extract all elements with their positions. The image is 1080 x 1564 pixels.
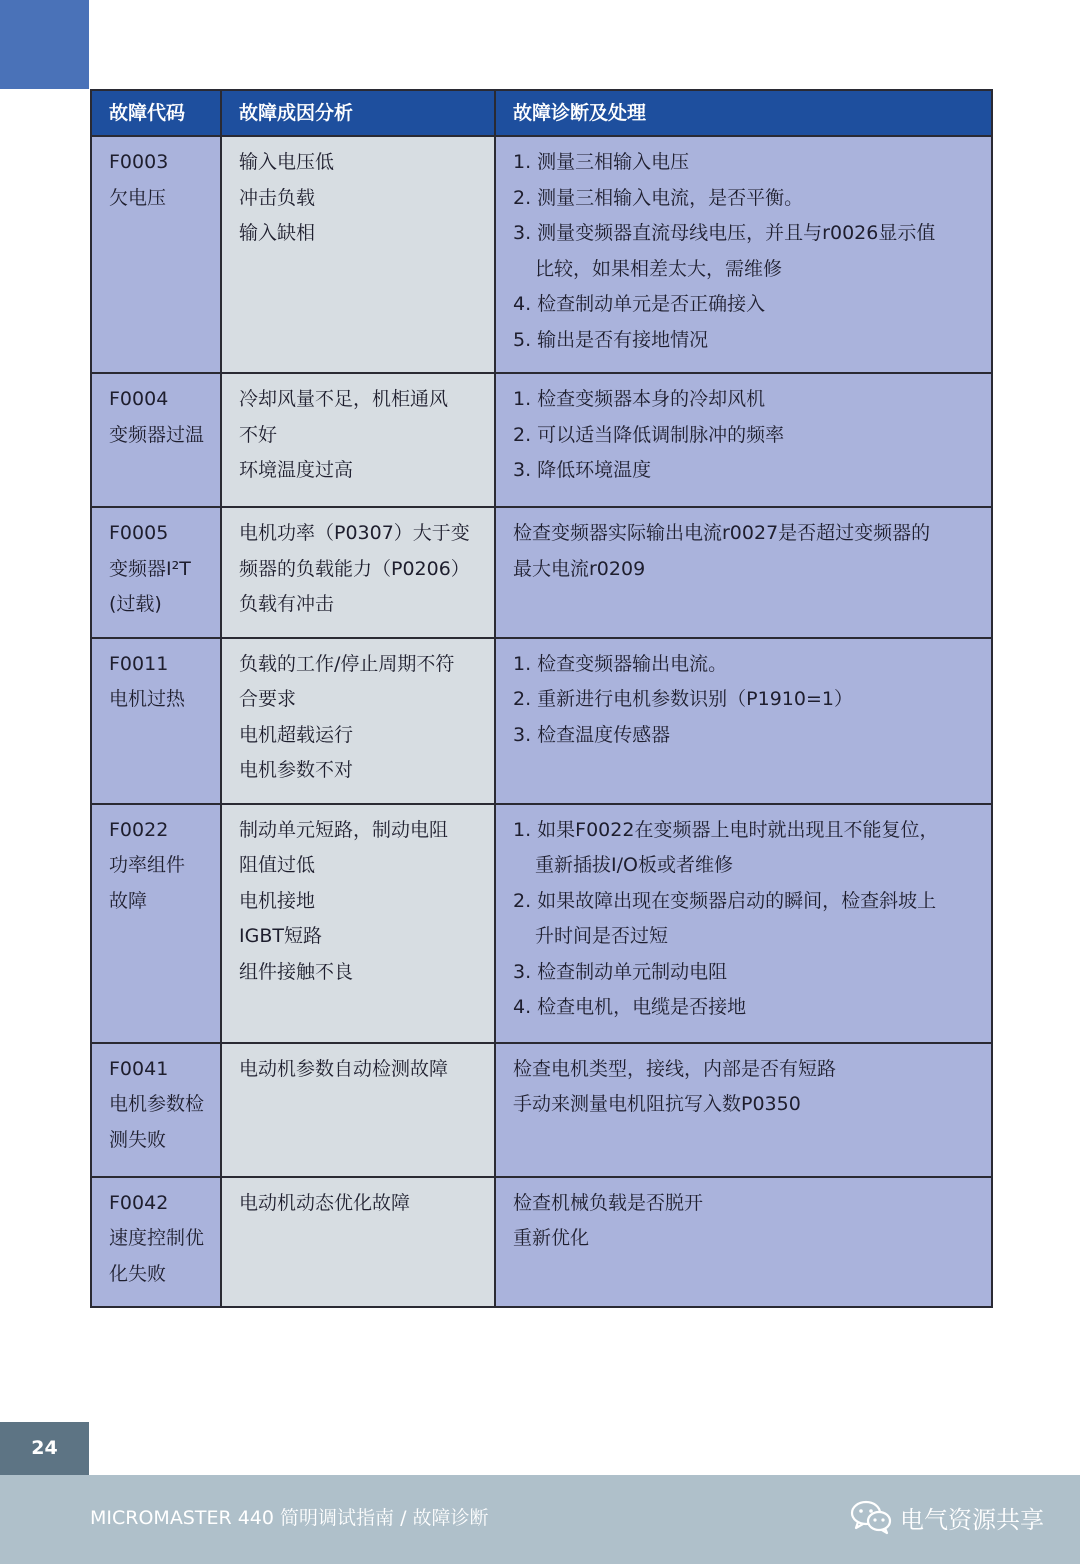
fault-fix-cell-line: 手动来测量电机阻抗写入数P0350 — [513, 1093, 801, 1115]
table-body — [91, 136, 992, 1307]
fault-fix-cell — [495, 1177, 992, 1308]
table-row — [91, 507, 992, 638]
fault-fix-cell-line: 1. 测量三相输入电压 — [513, 151, 690, 173]
fault-cause-cell — [221, 1043, 495, 1177]
fault-cause-cell-line: 电动机参数自动检测故障 — [239, 1057, 449, 1080]
fault-code-cell-line: 化失败 — [109, 1262, 167, 1285]
table-row — [91, 136, 992, 373]
fault-cause-cell-line: 频器的负载能力（P0206） — [239, 557, 470, 580]
fault-fix-cell-line: 2. 测量三相输入电流，是否平衡。 — [513, 186, 804, 209]
fault-code-cell-line: F0042 — [109, 1191, 169, 1214]
footer-doc-title: MICROMASTER 440 简明调试指南 — [90, 1507, 395, 1529]
fault-cause-cell — [221, 373, 495, 507]
table-row — [91, 1177, 992, 1308]
fault-code-cell-line: F0022 — [109, 818, 169, 841]
fault-cause-cell-line: 电机接地 — [239, 889, 316, 912]
fault-cause-cell-line: 负载有冲击 — [239, 593, 335, 615]
page-number: 24 — [0, 1422, 89, 1475]
fault-cause-cell-line: 输入缺相 — [239, 222, 316, 244]
fault-cause-cell — [221, 638, 495, 804]
fault-fix-cell-line: 检查电机类型，接线，内部是否有短路 — [513, 1057, 837, 1080]
fault-cause-cell — [221, 507, 495, 638]
fault-code-cell — [91, 507, 221, 638]
fault-fix-cell-line: 5. 输出是否有接地情况 — [513, 328, 709, 351]
fault-code-cell — [91, 804, 221, 1043]
fault-fix-cell-line: 升时间是否过短 — [535, 925, 669, 947]
fault-fix-cell-line: 4. 检查电机，电缆是否接地 — [513, 996, 747, 1018]
footer-title-line — [90, 1503, 489, 1533]
fault-fix-cell-line: 1. 检查变频器输出电流。 — [513, 652, 728, 675]
fault-code-cell-line: F0004 — [109, 388, 169, 410]
fault-code-cell-line: 变频器过温 — [109, 423, 205, 446]
fault-fix-cell — [495, 507, 992, 638]
corner-decoration-block — [0, 0, 89, 89]
fault-cause-cell — [221, 136, 495, 373]
fault-cause-cell-line: 阻值过低 — [239, 854, 316, 876]
table-row — [91, 373, 992, 507]
fault-code-cell-line: (过载) — [109, 593, 162, 615]
fault-code-cell-line: 电机参数检 — [109, 1093, 205, 1115]
table-header-row — [91, 90, 992, 136]
fault-fix-cell-line: 1. 如果F0022在变频器上电时就出现且不能复位， — [513, 818, 939, 841]
fault-cause-cell-line: 电机功率（P0307）大于变 — [239, 522, 470, 544]
fault-code-cell-line: 欠电压 — [109, 186, 167, 209]
header-fault-code: 故障代码 — [91, 90, 221, 136]
fault-fix-cell-line: 重新优化 — [513, 1227, 590, 1249]
fault-cause-cell-line: 负载的工作/停止周期不符 — [239, 652, 455, 675]
fault-cause-cell-line: 制动单元短路，制动电阻 — [239, 818, 449, 841]
fault-fix-cell-line: 2. 如果故障出现在变频器启动的瞬间，检查斜坡上 — [513, 889, 937, 912]
fault-fix-cell-line: 3. 检查温度传感器 — [513, 723, 671, 746]
fault-code-cell — [91, 373, 221, 507]
fault-cause-cell-line: 合要求 — [239, 688, 297, 710]
footer-separator: / — [394, 1507, 413, 1529]
fault-code-cell — [91, 136, 221, 373]
fault-fix-cell — [495, 373, 992, 507]
fault-cause-cell-line: 冷却风量不足，机柜通风 — [239, 388, 449, 410]
footer-band — [0, 1475, 1080, 1564]
fault-code-cell — [91, 638, 221, 804]
fault-code-cell — [91, 1043, 221, 1177]
fault-fix-cell-line: 2. 重新进行电机参数识别（P1910=1） — [513, 688, 853, 710]
fault-cause-cell — [221, 804, 495, 1043]
fault-code-cell-line: 功率组件 — [109, 854, 186, 876]
fault-cause-cell-line: 环境温度过高 — [239, 459, 354, 481]
fault-code-cell-line: 速度控制优 — [109, 1227, 205, 1249]
table-row — [91, 804, 992, 1043]
fault-code-cell-line: F0011 — [109, 652, 169, 675]
fault-fix-cell-line: 检查变频器实际输出电流r0027是否超过变频器的 — [513, 522, 931, 544]
fault-code-cell-line: 测失败 — [109, 1128, 167, 1151]
fault-cause-cell-line: 冲击负载 — [239, 186, 316, 209]
wechat-account — [850, 1497, 1044, 1537]
fault-code-cell-line: F0005 — [109, 522, 169, 544]
fault-cause-cell-line: 电机超载运行 — [239, 723, 354, 746]
fault-fix-cell — [495, 1043, 992, 1177]
fault-cause-cell-line: 不好 — [239, 423, 278, 446]
fault-code-cell-line: 故障 — [109, 889, 148, 912]
fault-fix-cell — [495, 804, 992, 1043]
header-fault-cause: 故障成因分析 — [221, 90, 495, 136]
wechat-account-name: 电气资源共享 — [900, 1505, 1044, 1534]
fault-fix-cell-line: 3. 降低环境温度 — [513, 459, 652, 481]
wechat-icon — [850, 1499, 892, 1535]
fault-fix-cell-line: 最大电流r0209 — [513, 557, 646, 580]
fault-table — [90, 89, 993, 1308]
fault-fix-cell — [495, 136, 992, 373]
fault-fix-cell-line: 2. 可以适当降低调制脉冲的频率 — [513, 423, 785, 446]
fault-fix-cell-line: 1. 检查变频器本身的冷却风机 — [513, 388, 766, 410]
fault-cause-cell-line: 电机参数不对 — [239, 759, 354, 781]
fault-cause-cell-line: 输入电压低 — [239, 151, 335, 173]
fault-fix-cell-line: 3. 检查制动单元制动电阻 — [513, 960, 728, 983]
fault-fix-cell-line: 比较，如果相差太大，需维修 — [535, 257, 783, 280]
fault-cause-cell — [221, 1177, 495, 1308]
table-row — [91, 1043, 992, 1177]
fault-fix-cell-line: 检查机械负载是否脱开 — [513, 1191, 704, 1214]
fault-code-cell-line: 电机过热 — [109, 688, 186, 710]
fault-cause-cell-line: 组件接触不良 — [239, 960, 354, 983]
fault-code-cell-line: F0003 — [109, 151, 169, 173]
fault-fix-cell-line: 4. 检查制动单元是否正确接入 — [513, 293, 766, 315]
fault-fix-cell — [495, 638, 992, 804]
fault-code-cell — [91, 1177, 221, 1308]
fault-code-cell-line: F0041 — [109, 1057, 169, 1080]
fault-code-cell-line: 变频器I²T — [109, 557, 191, 580]
table-row — [91, 638, 992, 804]
fault-cause-cell-line: IGBT短路 — [239, 925, 322, 947]
fault-fix-cell-line: 重新插拔I/O板或者维修 — [535, 854, 733, 876]
footer-section-title: 故障诊断 — [412, 1507, 489, 1529]
header-fault-fix: 故障诊断及处理 — [495, 90, 992, 136]
fault-cause-cell-line: 电动机动态优化故障 — [239, 1191, 411, 1214]
fault-fix-cell-line: 3. 测量变频器直流母线电压，并且与r0026显示值 — [513, 222, 936, 244]
